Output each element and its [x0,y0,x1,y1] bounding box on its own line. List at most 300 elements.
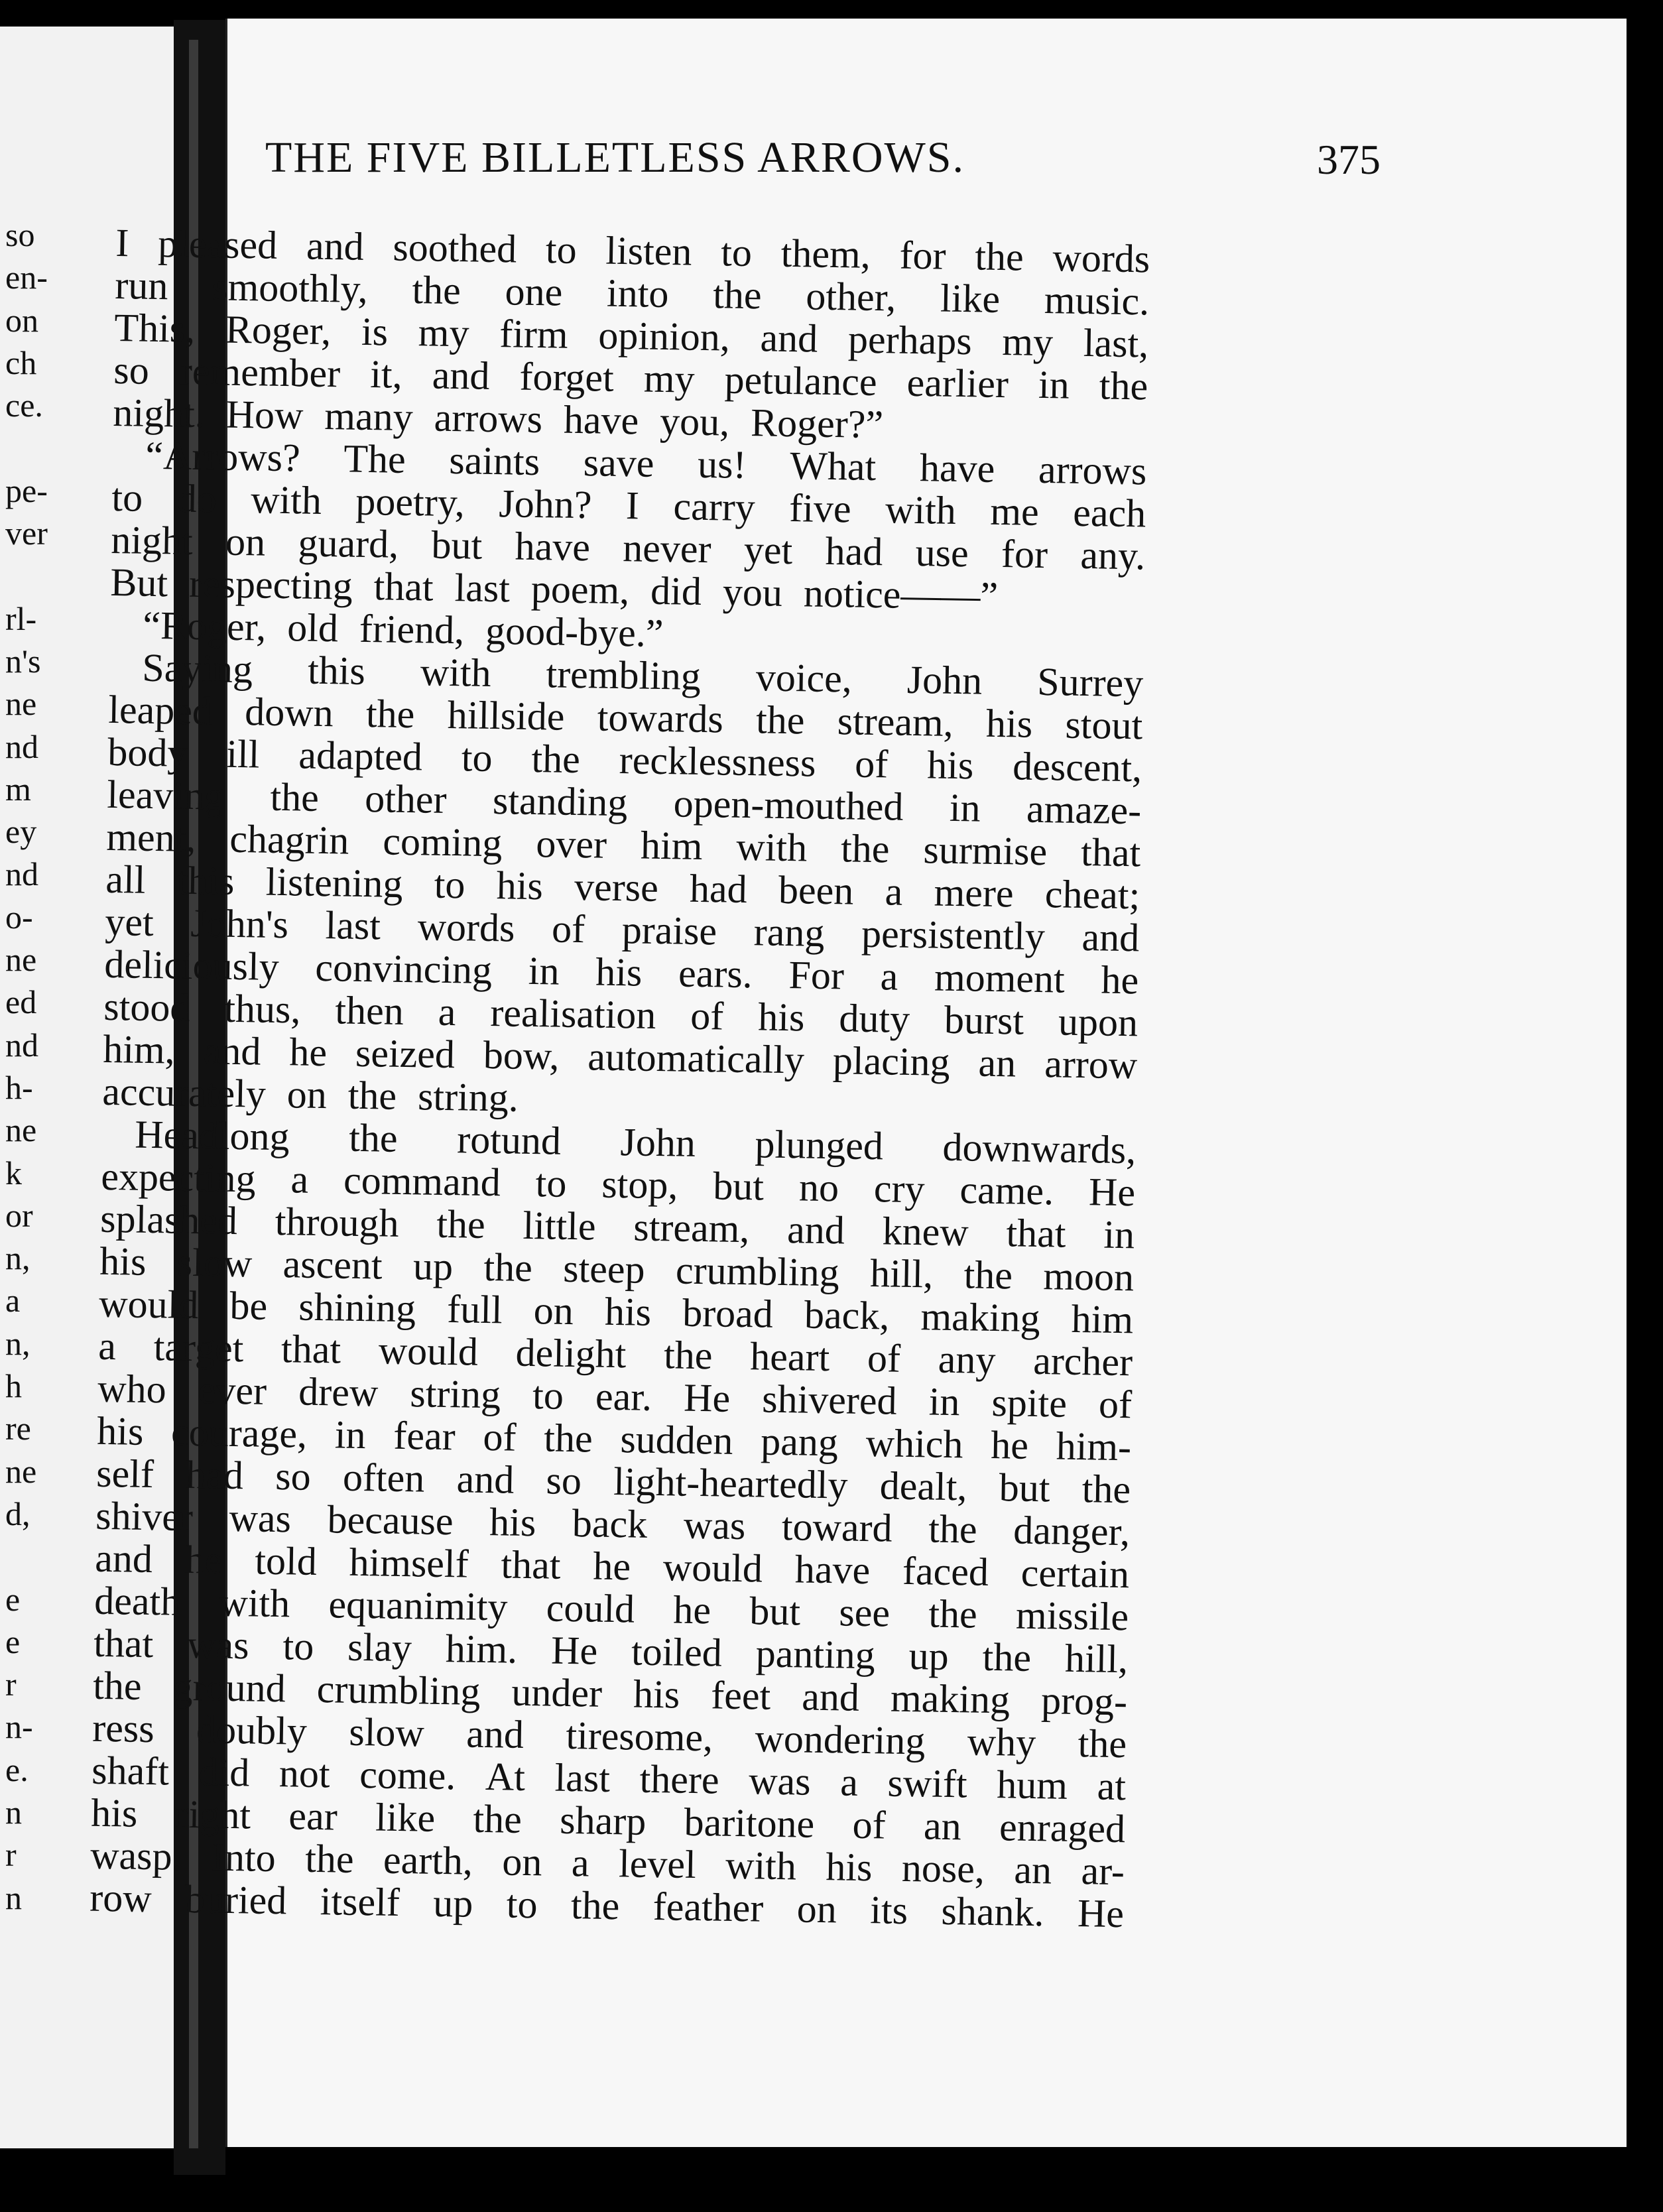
word: ear. [595,1374,652,1419]
word: danger, [1013,1508,1131,1554]
word: downwards, [942,1125,1137,1172]
word: spite [991,1380,1068,1426]
word: faced [902,1548,989,1594]
word: earth, [383,1837,473,1883]
word: a [839,1760,859,1804]
word: us! [697,442,747,487]
facing-page-fragment-line: e. [5,1751,29,1788]
word: his [825,1845,873,1890]
word: placing [832,1038,951,1084]
facing-page-fragment-line: ch [5,343,37,381]
word: stream, [633,1205,750,1251]
word: of [551,906,585,952]
word: respecting [188,561,353,608]
word: himself [349,1540,469,1586]
word: baritone [684,1800,815,1846]
word: the [1099,363,1148,408]
facing-page-fragment-line: d, [5,1495,31,1532]
word: he [288,1030,328,1075]
word: hum [996,1762,1068,1808]
word: crumbling [675,1248,840,1295]
word: of [852,1802,887,1847]
word: him. [445,1627,518,1672]
word: yet [104,899,154,945]
word: his [604,1289,652,1334]
word: did [650,568,702,613]
word: his [90,1790,138,1835]
word: of [867,1336,901,1381]
word: last [554,1755,611,1800]
facing-page-fragment-line: k [5,1154,22,1192]
word: an [1013,1847,1052,1892]
word: guard, [298,521,399,566]
word: the [531,736,581,782]
word: slay [347,1625,412,1670]
word: all [105,857,146,902]
word: like [940,276,1001,321]
word: back [572,1501,648,1546]
facing-page-fragment-line: ne [5,685,37,723]
word: little [523,1203,597,1249]
word: old [286,605,339,650]
word: save [583,440,654,485]
word: but [999,1465,1050,1510]
word: use [915,530,969,576]
word: dealt, [879,1463,967,1509]
word: a [571,1841,590,1885]
word: shining [298,1284,416,1331]
facing-page-fragment-line: nd [5,1026,38,1064]
word: him, [102,1026,176,1072]
word: five [788,486,852,531]
word: why [967,1719,1036,1765]
word: one [505,269,563,314]
word: firm [499,312,569,357]
word: splashed [99,1196,238,1243]
word: in [1103,1212,1135,1257]
word: other [364,776,448,822]
word: feet [710,1673,771,1718]
facing-page-fragment-line: pe- [5,471,48,509]
word: many [324,393,414,440]
facing-page-fragment-line: e [5,1623,21,1660]
word: verse [574,864,659,910]
word: my [1001,320,1054,365]
word: up [412,1244,454,1289]
word: and [465,1711,524,1756]
word: the [663,1333,713,1378]
word: and [203,1028,261,1074]
word: was [683,1503,746,1548]
facing-page-fragment-line: n, [5,1239,31,1277]
word: ear [288,1794,338,1839]
word: to [282,1624,314,1668]
word: deliciously [103,942,280,989]
word: soothed [393,225,517,271]
word: and [1081,915,1140,960]
word: that [280,1327,341,1372]
word: he [1101,957,1139,1003]
word: words [1052,235,1150,281]
word: on [286,1072,328,1117]
word: surmise [923,828,1048,874]
word: descent, [1012,744,1142,790]
word: Headlong [134,1112,290,1159]
word: the [928,1506,978,1552]
word: stop, [601,1162,678,1207]
word: was [186,1622,250,1668]
word: making [920,1294,1041,1341]
word: the [269,774,320,820]
word: heart [749,1334,830,1380]
word: my [418,310,470,355]
word: had [825,528,883,574]
word: be [229,1283,268,1328]
word: smoothly, [212,265,369,311]
word: never [622,526,712,572]
word: friend, [359,606,465,652]
facing-page-fragment-line: ne [5,1452,37,1490]
word: pleased [157,221,278,267]
word: panting [755,1631,876,1678]
word: with [885,487,957,532]
facing-page-fragment-line: n's [5,642,41,680]
word: “Roger, [142,603,267,649]
word: the [473,1796,523,1841]
word: an [978,1040,1016,1085]
word: realisation [489,991,656,1037]
word: on [225,519,266,564]
word: down [244,690,334,735]
word: the [412,268,462,313]
word: This, [113,305,196,351]
word: there [639,1756,720,1802]
word: often [342,1455,425,1501]
word: the [974,234,1024,279]
word: words [417,904,515,950]
word: have [563,397,639,443]
word: in [528,948,560,993]
word: the [755,698,805,743]
word: and [801,1674,860,1719]
word: had [689,866,748,912]
facing-page-fragment-line: n, [5,1324,31,1362]
word: John [620,1120,696,1165]
word: in [949,785,981,830]
word: so [275,1454,312,1499]
word: crumbling [316,1667,481,1713]
word: the [840,826,891,871]
word: in [334,1412,367,1457]
word: so [113,347,150,393]
word: forget [519,354,615,400]
facing-page-fragment-line: ey [5,813,37,851]
word: death [93,1578,181,1624]
word: steep [562,1246,646,1292]
word: ascent [282,1242,383,1288]
word: his [489,1500,536,1545]
facing-page-fragment-line: r [5,1666,17,1703]
word: poetry, [355,479,465,525]
word: good-bye.” [485,608,664,656]
word: earlier [906,360,1009,406]
word: Surrey [1036,659,1144,706]
word: rotund [456,1117,562,1163]
word: “Arrows? [145,433,301,480]
word: self [95,1451,154,1497]
word: each [1072,490,1146,536]
word: How [225,392,304,438]
word: upon [1058,999,1139,1045]
word: his [595,950,643,995]
word: then [334,988,404,1033]
word: to [720,230,753,275]
running-title: THE FIVE BILLETLESS ARROWS. [265,133,965,182]
word: hill, [869,1251,934,1296]
word: his [496,863,544,908]
word: burst [944,997,1024,1043]
word: moment [934,955,1066,1001]
word: to [461,735,493,780]
word: this [176,858,235,903]
word: a [880,954,898,999]
word: shiver [95,1493,194,1540]
word: John's [190,900,289,947]
word: tiresome, [566,1713,713,1760]
word: is [361,309,389,354]
word: up [908,1634,950,1678]
facing-page-fragment-line: r [5,1836,17,1874]
word: and [456,1457,515,1502]
word: the [1078,1721,1127,1766]
word: wondering [755,1716,926,1763]
word: level [618,1841,697,1887]
word: like [375,1795,436,1840]
word: slow [176,1240,253,1286]
word: He [550,1628,598,1673]
word: body [107,729,188,775]
word: leaving [106,772,225,818]
word: its [869,1888,908,1933]
word: the [92,1663,143,1708]
word: a [885,869,903,914]
word: of [483,1414,517,1459]
word: to [434,862,465,907]
word: the [928,1591,978,1636]
word: and [760,316,818,361]
word: What [789,444,877,489]
word: the [483,1245,533,1290]
word: the [304,1836,355,1881]
word: notice——” [803,571,999,618]
word: voice, [755,655,853,701]
word: any [938,1337,996,1382]
word: equanimity [328,1582,509,1629]
word: a [97,1323,117,1369]
facing-page-fragment-line: re [5,1410,31,1447]
word: duty [838,996,910,1041]
word: last [325,903,381,948]
word: was [748,1758,812,1804]
facing-page-fragment-line: n [5,1793,22,1831]
word: praise [621,908,717,953]
word: do [176,476,217,521]
word: fear [393,1413,456,1459]
word: row [89,1875,153,1921]
word: John? [498,481,592,527]
word: and [94,1536,153,1581]
word: full [446,1287,503,1332]
word: he [672,1587,711,1632]
facing-page-fragment-line: en- [5,259,48,296]
word: ears. [678,951,753,997]
word: light-heartedly [613,1459,849,1507]
word: convincing [314,945,493,993]
word: up [432,1880,473,1926]
word: feather [652,1884,764,1930]
word: opinion, [597,313,731,359]
facing-page-fragment-line: n [5,1878,22,1916]
word: thus, [223,986,301,1032]
word: had [185,1452,244,1498]
word: pang [760,1419,839,1465]
word: an [923,1804,962,1849]
word: archer [1032,1338,1133,1384]
word: he [592,1544,631,1589]
word: prog- [1040,1678,1128,1724]
word: hillside [447,692,565,739]
word: recklessness [619,738,816,785]
word: have [794,1547,871,1593]
word: and [432,353,490,398]
word: saints [448,438,540,484]
word: his [926,743,974,788]
word: ment, [105,814,196,861]
word: string. [417,1074,519,1120]
word: right [175,1792,251,1837]
word: perhaps [847,317,973,363]
word: and [786,1207,845,1253]
word: the [543,1416,593,1461]
word: target [153,1325,244,1371]
word: to [111,475,143,520]
word: leaped [107,687,213,733]
word: open-mouthed [673,781,904,829]
facing-page-fragment-line: rl- [5,599,37,637]
word: last [454,566,511,611]
word: his [96,1408,144,1453]
facing-page-fragment-line: n- [5,1708,33,1746]
word: his [757,995,805,1040]
word: with [735,824,808,870]
word: of [690,993,724,1038]
word: no [798,1165,839,1210]
facing-page-fragment-line: nd [5,855,38,893]
word: ill [225,731,260,776]
word: to [545,227,578,272]
word: listen [605,228,693,274]
word: He [1077,1891,1125,1936]
word: me [989,489,1040,534]
word: so [546,1458,582,1503]
word: who [97,1366,167,1412]
word: ress [92,1705,155,1751]
word: broad [682,1290,774,1336]
word: the [963,1253,1013,1298]
word: delight [515,1330,627,1377]
word: arrows [1038,447,1147,493]
word: command [343,1158,501,1205]
word: towards [597,695,724,741]
word: the [347,1073,397,1118]
word: wasp. [90,1833,183,1878]
word: arrows [434,395,543,442]
word: would [378,1328,479,1374]
word: persistently [861,911,1046,959]
facing-page-fragment-line: o- [5,898,33,936]
word: but [749,1589,801,1634]
word: in [1038,362,1070,407]
word: shivered [761,1377,898,1423]
word: music. [1044,278,1150,324]
word: the [982,1634,1032,1680]
word: on [796,1886,837,1932]
word: hill, [1064,1636,1129,1682]
word: have [919,446,995,491]
word: the [1081,1467,1131,1512]
word: For [788,953,845,998]
facing-page-fragment-line: or [5,1196,33,1234]
word: a [290,1157,309,1201]
word: him- [1056,1424,1132,1469]
word: that [501,1542,562,1587]
facing-page-fragment-line: ver [5,515,48,552]
word: the [365,692,415,737]
facing-page-fragment-line: on [5,301,38,339]
word: poem, [530,566,630,613]
word: and [306,223,365,269]
word: to [535,1161,567,1205]
word: shank. [941,1888,1045,1935]
word: sudden [619,1417,733,1463]
facing-page-fragment-line: h [5,1367,22,1405]
word: with [420,650,492,695]
word: At [485,1754,526,1799]
word: because [327,1497,454,1544]
word: with [250,477,322,522]
word: string [409,1371,501,1417]
word: he [184,1537,223,1582]
word: which [865,1420,963,1467]
word: enraged [999,1805,1126,1851]
word: slow [348,1709,425,1755]
word: see [838,1590,891,1635]
facing-page-fragment-line: a [5,1282,21,1320]
word: making [890,1676,1011,1722]
word: ever [198,1368,267,1413]
word: that [373,564,434,609]
word: courage, [170,1410,308,1456]
word: He [1088,1170,1136,1215]
page-body-text [90,221,1150,1935]
word: accurately [101,1069,267,1116]
word: him [1071,1296,1134,1342]
word: his [99,1239,147,1284]
word: but [431,522,483,568]
word: trembling [546,652,702,698]
word: ar- [1081,1849,1125,1894]
word: John [906,657,983,703]
